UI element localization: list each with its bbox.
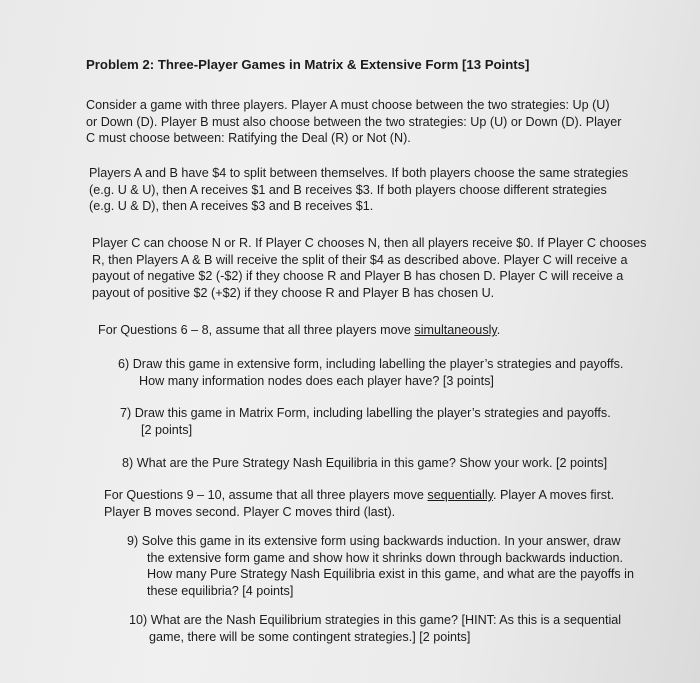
question-line: these equilibria? [4 points]: [147, 583, 294, 598]
intro-text: For Questions 9 – 10, assume that all three players move: [104, 488, 428, 502]
question-9: [127, 533, 634, 599]
question-line: game, there will be some contingent strategies.] [2 points]: [149, 629, 471, 644]
text-line: C must choose between: Ratifying the Deal (R) or Not (N).: [86, 131, 411, 146]
player-c-paragraph: [92, 235, 646, 301]
question-7: [120, 405, 611, 438]
question-6: [118, 356, 623, 389]
text-line: payout of positive $2 (+$2) if they choose R and Player B has chosen U.: [92, 285, 495, 300]
question-line: [2 points]: [141, 422, 193, 437]
question-8: [122, 455, 607, 472]
payoff-split-paragraph: [89, 165, 628, 215]
sequential-intro: [104, 487, 614, 520]
intro-text: . Player A moves first.: [492, 488, 615, 502]
text-line: or Down (D). Player B must also choose between the two strategies: Up (U) or Down (D). Player: [86, 114, 622, 129]
question-line: the extensive form game and show how it shrinks down through backwards induction.: [147, 550, 624, 565]
intro-punct: .: [496, 323, 501, 337]
question-line: 10) What are the Nash Equilibrium strategies in this game? [HINT: As this is a sequential: [129, 613, 622, 627]
question-line: 6) Draw this game in extensive form, including labelling the player’s strategies and payoffs.: [118, 357, 624, 371]
intro-text: For Questions 6 – 8, assume that all three players move: [98, 323, 415, 337]
text-line: Consider a game with three players. Player A must choose between the two strategies: Up (U): [86, 98, 610, 112]
text-line: R, then Players A & B will receive the split of their $4 as described above. Player C will receive a: [92, 252, 628, 267]
intro-paragraph: [86, 97, 621, 147]
underlined-term: sequentially: [427, 488, 493, 502]
text-line: Player B moves second. Player C moves third (last).: [104, 504, 396, 519]
question-line: 9) Solve this game in its extensive form using backwards induction. In your answer, draw: [127, 534, 621, 548]
text-line: Player C can choose N or R. If Player C chooses N, then all players receive $0. If Player C chooses: [92, 236, 647, 250]
question-line: 7) Draw this game in Matrix Form, including labelling the player’s strategies and payoffs.: [120, 406, 611, 420]
problem-title: Problem 2: Three-Player Games in Matrix & Extensive Form [13 Points]: [86, 57, 530, 72]
underlined-term: simultaneously: [414, 323, 497, 337]
text-line: [98, 322, 500, 339]
text-line: (e.g. U & U), then A receives $1 and B receives $3. If both players choose different strategies: [89, 182, 607, 197]
text-line: Players A and B have $4 to split between themselves. If both players choose the same strategies: [89, 166, 629, 180]
question-line: How many Pure Strategy Nash Equilibria exist in this game, and what are the payoffs in: [147, 567, 634, 582]
question-10: [129, 612, 621, 645]
simultaneous-intro: [98, 322, 500, 339]
text-line: [104, 487, 614, 504]
text-line: (e.g. U & D), then A receives $3 and B receives $1.: [89, 199, 374, 214]
question-line: 8) What are the Pure Strategy Nash Equilibria in this game? Show your work. [2 points]: [122, 456, 608, 470]
text-line: payout of negative $2 (-$2) if they choose R and Player B has chosen D. Player C will receive a: [92, 269, 624, 284]
question-line: How many information nodes does each player have? [3 points]: [139, 373, 494, 388]
